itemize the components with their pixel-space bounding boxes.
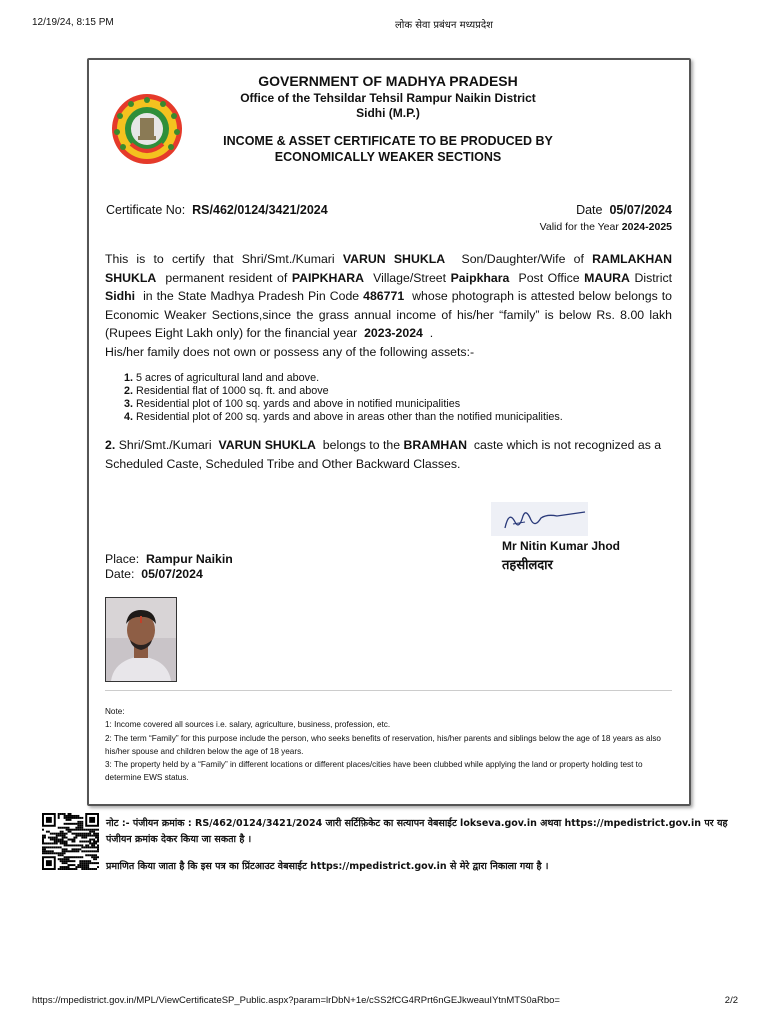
- village-name: PAIPKHARA: [291, 270, 365, 285]
- district-name: Sidhi: [105, 289, 136, 303]
- caste-paragraph: [105, 436, 675, 473]
- notes-heading: Note:: [105, 707, 125, 716]
- place-value: Rampur Naikin: [146, 552, 233, 566]
- applicant-photo: [105, 597, 177, 682]
- text-fragment: Post Office: [518, 270, 580, 285]
- verification-note: नोट :- पंजीयन क्रमांक : RS/462/0124/3421/2024 जारी सर्टिफ़िकेट का सत्यापन वेबसाईट lokseva.gov.in अथवा https://mpedistrict.gov.in पर यह पंजीयन क्रमांक देकर किया जा सकता है ।: [106, 818, 728, 845]
- list-number: 2.: [124, 385, 134, 397]
- qr-code-icon: [42, 813, 99, 870]
- text-fragment: .: [429, 326, 434, 340]
- print-timestamp: 12/19/24, 8:15 PM: [32, 17, 114, 28]
- certificate-number-value: RS/462/0124/3421/2024: [192, 203, 328, 217]
- page-url: https://mpedistrict.gov.in/MPL/ViewCertificateSP_Public.aspx?param=lrDbN+1e/cSS2fCG4RPrt6nGEJkweauIYtnMTS0aRbo=: [32, 995, 560, 1006]
- government-title: GOVERNMENT OF MADHYA PRADESH: [258, 73, 518, 89]
- list-number: 3.: [124, 398, 134, 410]
- list-text: 5 acres of agricultural land and above.: [136, 372, 320, 384]
- text-fragment: Shri/Smt./Kumari: [118, 438, 212, 452]
- certificate-number: [106, 203, 328, 217]
- list-text: Residential flat of 1000 sq. ft. and above: [136, 385, 329, 397]
- certification-paragraph: [105, 250, 672, 343]
- text-fragment: Son/Daughter/Wife of: [461, 252, 584, 266]
- note-item: 1: Income covered all sources i.e. salary, agriculture, business, profession, etc.: [105, 720, 391, 730]
- certificate-title-line1: INCOME & ASSET CERTIFICATE TO BE PRODUCED BY: [223, 134, 553, 148]
- note-item: 3: The property held by a “Family” in different locations or different places/cities have been clubbed while applying the land or property holding test to determine EWS status.: [105, 760, 643, 783]
- post-office: MAURA: [584, 270, 630, 285]
- text-fragment: District: [634, 270, 673, 285]
- list-text: Residential plot of 100 sq. yards and above in notified municipalities: [136, 398, 461, 410]
- place-label: Place:: [105, 552, 140, 566]
- text-fragment: caste which is not recognized as a Scheduled Caste, Scheduled Tribe and Other Backward Classes.: [105, 438, 662, 471]
- signature-image: [491, 502, 588, 536]
- validity-value: 2024-2025: [621, 221, 672, 233]
- signer-designation: तहसीलदार: [502, 558, 553, 573]
- list-item: [124, 411, 563, 424]
- list-text: Residential plot of 200 sq. yards and above in areas other than the notified municipalities.: [136, 411, 563, 423]
- signoff-date: [105, 567, 203, 581]
- certificate-frame: [87, 58, 691, 806]
- certificate-date-label: Date: [576, 203, 603, 217]
- certificate-title-line2: ECONOMICALLY WEAKER SECTIONS: [274, 150, 502, 164]
- office-line: Office of the Tehsildar Tehsil Rampur Naikin District: [240, 91, 536, 105]
- notes-section: [105, 705, 675, 785]
- certificate-date: [576, 203, 672, 217]
- father-name: RAMLAKHAN SHUKLA: [105, 252, 673, 285]
- paragraph-number: 2.: [105, 438, 116, 452]
- caste-name: BRAMHAN: [403, 438, 467, 452]
- list-item: [124, 372, 563, 385]
- district-line: Sidhi (M.P.): [356, 106, 420, 120]
- printout-note: प्रमाणित किया जाता है कि इस पत्र का प्रिंटआउट वेबसाईट https://mpedistrict.gov.in से मेरे द्वारा निकाला गया है ।: [106, 861, 549, 872]
- divider: [105, 690, 672, 691]
- certificate-date-value: 05/07/2024: [609, 203, 672, 217]
- text-fragment: whose photograph is attested below belongs to Economic Weaker Sections,since the grass annual income of his/her “family” is below Rs. 8.00 lakh (Rupees Eight Lakh only) for the financial year: [105, 289, 672, 340]
- note-item: 2: The term “Family” for this purpose include the person, who seeks benefits of reservation, his/her parents and siblings below the age of 18 years as also his/her spouse and children below the age of 18 years.: [105, 733, 661, 756]
- place: [105, 552, 233, 566]
- validity: [540, 221, 672, 233]
- mp-state-emblem-icon: [107, 92, 187, 166]
- list-number: 4.: [124, 411, 134, 423]
- list-item: [124, 385, 563, 398]
- street-name: Paipkhara: [450, 270, 510, 285]
- applicant-name: VARUN SHUKLA: [218, 438, 316, 452]
- pin-code: 486771: [363, 289, 405, 303]
- text-fragment: Village/Street: [373, 270, 447, 285]
- signoff-date-value: 05/07/2024: [141, 567, 203, 581]
- assets-list: [124, 372, 563, 424]
- text-fragment: belongs to the: [322, 438, 401, 452]
- list-item: [124, 398, 563, 411]
- site-title: लोक सेवा प्रबंधन मध्यप्रदेश: [395, 20, 493, 31]
- text-fragment: permanent resident of: [165, 270, 288, 285]
- signer-name: Mr Nitin Kumar Jhod: [502, 539, 621, 553]
- financial-year: 2023-2024: [364, 326, 423, 340]
- assets-intro: His/her family does not own or possess any of the following assets:-: [105, 345, 475, 359]
- text-fragment: This is to certify that Shri/Smt./Kumari: [105, 252, 335, 266]
- list-number: 1.: [124, 372, 134, 384]
- applicant-name: VARUN SHUKLA: [342, 252, 446, 266]
- certificate-number-label: Certificate No:: [106, 203, 186, 217]
- signoff-date-label: Date:: [105, 567, 135, 581]
- page-number: 2/2: [724, 995, 738, 1006]
- validity-label: Valid for the Year: [539, 221, 619, 233]
- text-fragment: in the State Madhya Pradesh Pin Code: [143, 289, 360, 303]
